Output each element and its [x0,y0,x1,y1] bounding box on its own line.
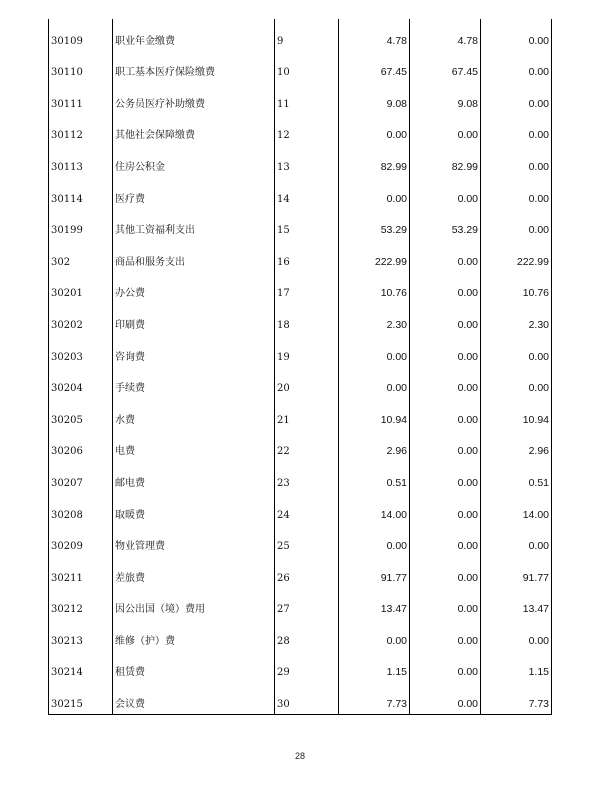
project-expenditure-cell: 0.00 [481,51,552,83]
line-number-cell: 29 [275,651,339,683]
total-amount-cell: 53.29 [339,209,410,241]
basic-expenditure-cell: 0.00 [410,493,481,525]
table-row [49,209,552,241]
account-code-cell: 30205 [49,398,113,430]
account-code-cell: 30109 [49,19,113,51]
table-row [49,556,552,588]
project-expenditure-cell: 2.30 [481,303,552,335]
total-amount-cell: 91.77 [339,556,410,588]
table-row [49,493,552,525]
total-amount-cell: 7.73 [339,682,410,714]
line-number-cell: 13 [275,145,339,177]
account-name-cell: 印刷费 [113,303,275,335]
total-amount-cell: 222.99 [339,240,410,272]
table-row [49,240,552,272]
account-name-cell: 商品和服务支出 [113,240,275,272]
account-name-cell: 租赁费 [113,651,275,683]
table-row [49,51,552,83]
project-expenditure-cell: 13.47 [481,588,552,620]
basic-expenditure-cell: 0.00 [410,398,481,430]
basic-expenditure-cell: 0.00 [410,651,481,683]
project-expenditure-cell: 10.94 [481,398,552,430]
account-code-cell: 30201 [49,272,113,304]
account-code-cell: 30113 [49,145,113,177]
account-code-cell: 30207 [49,461,113,493]
project-expenditure-cell: 0.00 [481,367,552,399]
line-number-cell: 18 [275,303,339,335]
total-amount-cell: 0.00 [339,114,410,146]
total-amount-cell: 0.00 [339,367,410,399]
total-amount-cell: 0.00 [339,335,410,367]
basic-expenditure-cell: 0.00 [410,682,481,714]
total-amount-cell: 4.78 [339,19,410,51]
project-expenditure-cell: 0.00 [481,525,552,557]
project-expenditure-cell: 0.00 [481,177,552,209]
basic-expenditure-cell: 4.78 [410,19,481,51]
project-expenditure-cell: 0.51 [481,461,552,493]
line-number-cell: 23 [275,461,339,493]
total-amount-cell: 0.00 [339,525,410,557]
total-amount-cell: 10.94 [339,398,410,430]
table-row [49,19,552,51]
table-row [49,145,552,177]
project-expenditure-cell: 0.00 [481,619,552,651]
account-name-cell: 物业管理费 [113,525,275,557]
project-expenditure-cell: 2.96 [481,430,552,462]
line-number-cell: 25 [275,525,339,557]
total-amount-cell: 1.15 [339,651,410,683]
account-code-cell: 30211 [49,556,113,588]
budget-table [48,19,552,715]
basic-expenditure-cell: 0.00 [410,619,481,651]
basic-expenditure-cell: 0.00 [410,114,481,146]
line-number-cell: 15 [275,209,339,241]
line-number-cell: 19 [275,335,339,367]
account-code-cell: 30208 [49,493,113,525]
account-name-cell: 邮电费 [113,461,275,493]
account-code-cell: 30209 [49,525,113,557]
account-name-cell: 住房公积金 [113,145,275,177]
table-row [49,430,552,462]
basic-expenditure-cell: 0.00 [410,240,481,272]
table-row [49,177,552,209]
basic-expenditure-cell: 67.45 [410,51,481,83]
table-row [49,272,552,304]
table-row [49,303,552,335]
project-expenditure-cell: 7.73 [481,682,552,714]
table-row [49,114,552,146]
basic-expenditure-cell: 0.00 [410,588,481,620]
account-name-cell: 职工基本医疗保险缴费 [113,51,275,83]
project-expenditure-cell: 14.00 [481,493,552,525]
line-number-cell: 30 [275,682,339,714]
account-name-cell: 咨询费 [113,335,275,367]
account-code-cell: 30203 [49,335,113,367]
basic-expenditure-cell: 9.08 [410,82,481,114]
line-number-cell: 22 [275,430,339,462]
account-name-cell: 公务员医疗补助缴费 [113,82,275,114]
total-amount-cell: 82.99 [339,145,410,177]
line-number-cell: 12 [275,114,339,146]
basic-expenditure-cell: 0.00 [410,272,481,304]
line-number-cell: 28 [275,619,339,651]
table-row [49,682,552,714]
total-amount-cell: 0.00 [339,619,410,651]
table-row [49,367,552,399]
account-code-cell: 30110 [49,51,113,83]
line-number-cell: 21 [275,398,339,430]
project-expenditure-cell: 0.00 [481,209,552,241]
table-row [49,335,552,367]
account-name-cell: 差旅费 [113,556,275,588]
total-amount-cell: 0.00 [339,177,410,209]
project-expenditure-cell: 222.99 [481,240,552,272]
account-name-cell: 其他工资福利支出 [113,209,275,241]
total-amount-cell: 9.08 [339,82,410,114]
line-number-cell: 10 [275,51,339,83]
line-number-cell: 9 [275,19,339,51]
account-code-cell: 30202 [49,303,113,335]
account-name-cell: 因公出国（境）费用 [113,588,275,620]
account-code-cell: 30214 [49,651,113,683]
project-expenditure-cell: 1.15 [481,651,552,683]
project-expenditure-cell: 10.76 [481,272,552,304]
line-number-cell: 27 [275,588,339,620]
account-name-cell: 水费 [113,398,275,430]
basic-expenditure-cell: 0.00 [410,556,481,588]
account-name-cell: 手续费 [113,367,275,399]
project-expenditure-cell: 0.00 [481,145,552,177]
table-row [49,398,552,430]
basic-expenditure-cell: 0.00 [410,461,481,493]
total-amount-cell: 0.51 [339,461,410,493]
basic-expenditure-cell: 0.00 [410,430,481,462]
account-name-cell: 职业年金缴费 [113,19,275,51]
account-name-cell: 办公费 [113,272,275,304]
project-expenditure-cell: 0.00 [481,335,552,367]
line-number-cell: 26 [275,556,339,588]
account-code-cell: 30204 [49,367,113,399]
account-name-cell: 电费 [113,430,275,462]
basic-expenditure-cell: 53.29 [410,209,481,241]
basic-expenditure-cell: 82.99 [410,145,481,177]
account-name-cell: 维修（护）费 [113,619,275,651]
table-row [49,651,552,683]
project-expenditure-cell: 0.00 [481,82,552,114]
total-amount-cell: 14.00 [339,493,410,525]
total-amount-cell: 13.47 [339,588,410,620]
basic-expenditure-cell: 0.00 [410,367,481,399]
table-row [49,461,552,493]
basic-expenditure-cell: 0.00 [410,525,481,557]
account-code-cell: 30215 [49,682,113,714]
account-code-cell: 30112 [49,114,113,146]
budget-table-body [49,19,552,714]
line-number-cell: 20 [275,367,339,399]
table-row [49,82,552,114]
basic-expenditure-cell: 0.00 [410,303,481,335]
account-code-cell: 30114 [49,177,113,209]
account-name-cell: 取暖费 [113,493,275,525]
line-number-cell: 11 [275,82,339,114]
total-amount-cell: 2.30 [339,303,410,335]
table-row [49,525,552,557]
project-expenditure-cell: 0.00 [481,19,552,51]
line-number-cell: 14 [275,177,339,209]
line-number-cell: 16 [275,240,339,272]
account-code-cell: 30212 [49,588,113,620]
account-name-cell: 其他社会保障缴费 [113,114,275,146]
project-expenditure-cell: 91.77 [481,556,552,588]
total-amount-cell: 2.96 [339,430,410,462]
account-name-cell: 医疗费 [113,177,275,209]
basic-expenditure-cell: 0.00 [410,335,481,367]
total-amount-cell: 10.76 [339,272,410,304]
basic-expenditure-cell: 0.00 [410,177,481,209]
account-code-cell: 302 [49,240,113,272]
account-code-cell: 30111 [49,82,113,114]
line-number-cell: 24 [275,493,339,525]
line-number-cell: 17 [275,272,339,304]
account-name-cell: 会议费 [113,682,275,714]
total-amount-cell: 67.45 [339,51,410,83]
account-code-cell: 30213 [49,619,113,651]
table-row [49,619,552,651]
project-expenditure-cell: 0.00 [481,114,552,146]
account-code-cell: 30199 [49,209,113,241]
table-row [49,588,552,620]
page-number: 28 [294,751,305,761]
account-code-cell: 30206 [49,430,113,462]
